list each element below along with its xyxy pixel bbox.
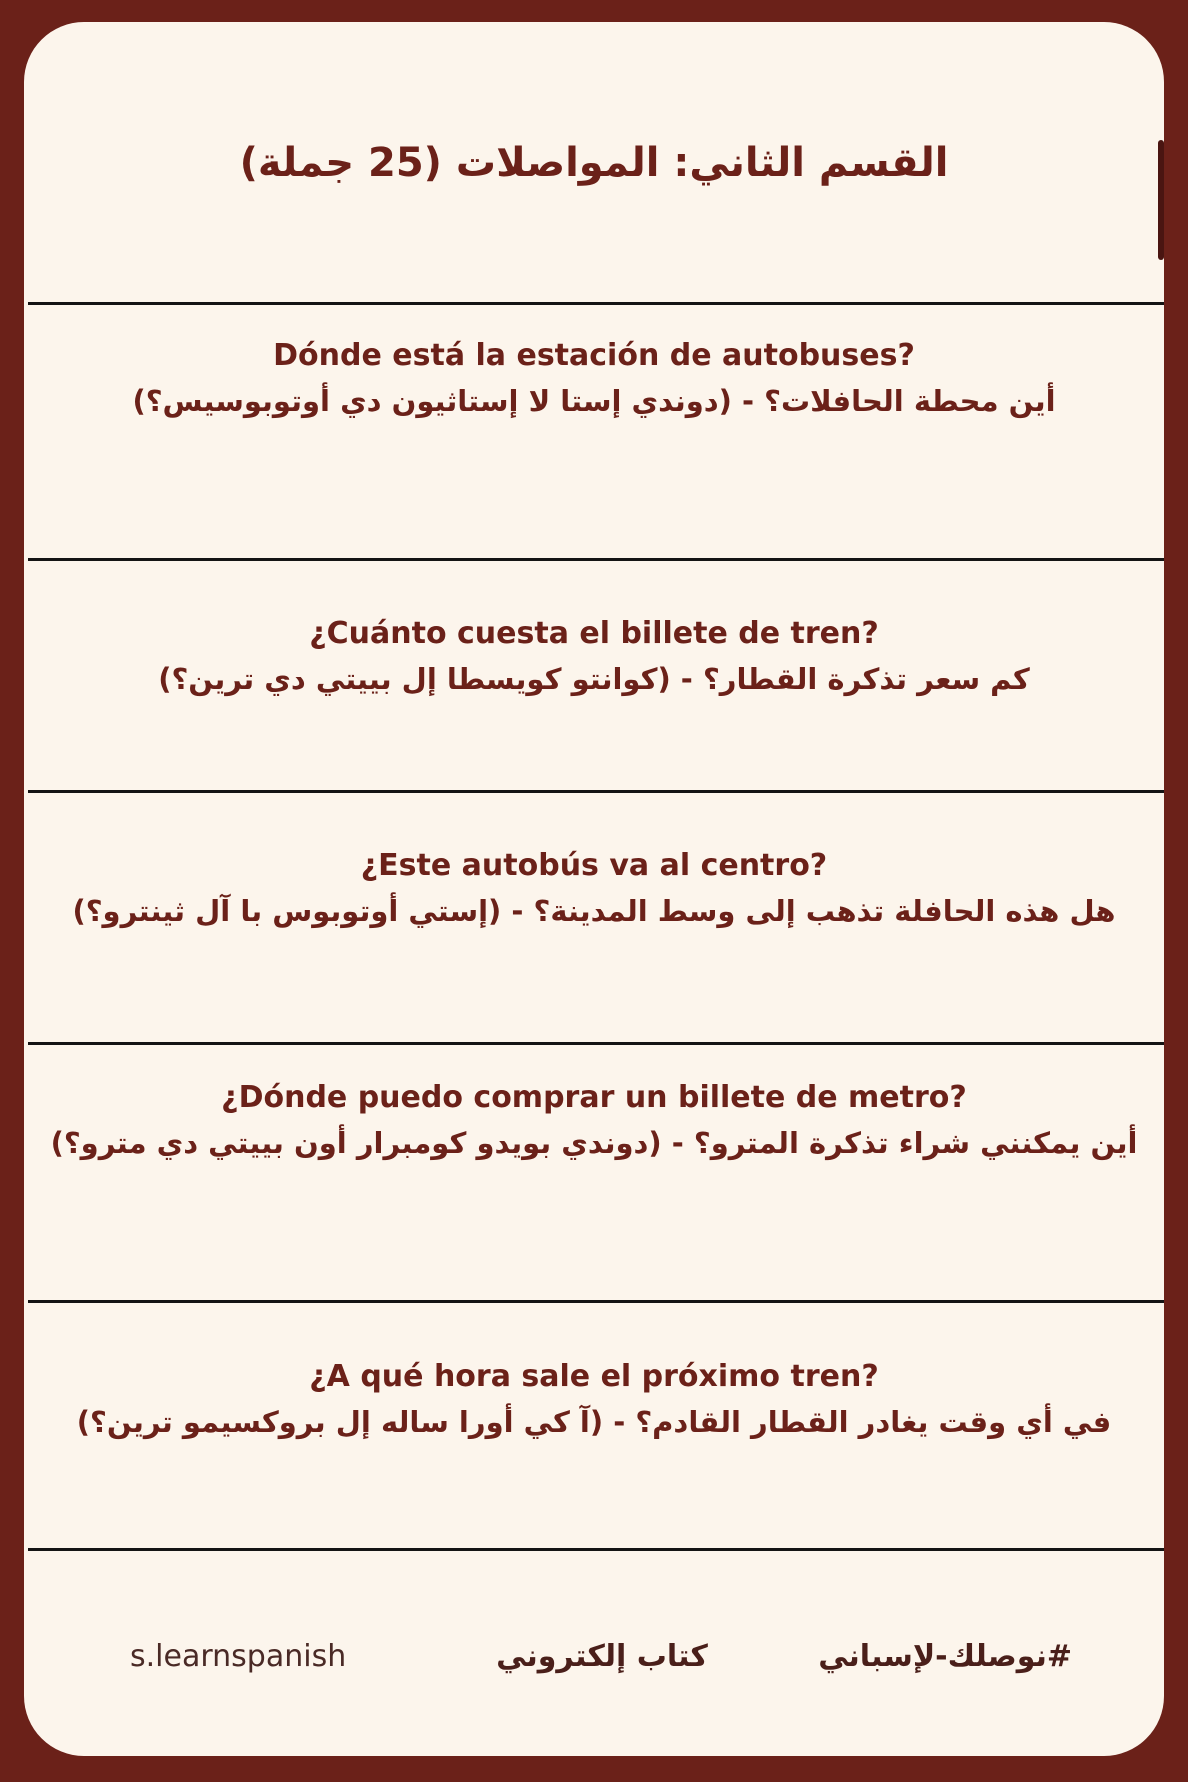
phrase-entry [24,612,1164,702]
spanish-phrase: ¿Este autobús va al centro? [360,848,828,883]
footer-hashtag: #نوصلك-لإسباني [818,1639,1072,1674]
divider [28,302,1164,305]
divider [28,1042,1164,1045]
spanish-phrase: ¿Cuánto cuesta el billete de tren? [309,616,879,651]
phrase-entry [24,1355,1164,1445]
divider [28,558,1164,561]
spanish-phrase: ¿Dónde puedo comprar un billete de metro? [221,1080,967,1115]
phrase-entry [24,844,1164,934]
footer-ebook-label: كتاب إلكتروني [496,1639,708,1674]
divider [28,1548,1164,1551]
arabic-translation: هل هذه الحافلة تذهب إلى وسط المدينة؟ - (إستي أوتوبوس با آل ثينترو؟) [72,894,1116,928]
spanish-phrase: ¿A qué hora sale el próximo tren? [309,1359,879,1394]
spanish-phrase: Dónde está la estación de autobuses? [273,338,915,373]
page-card [24,22,1164,1756]
footer-handle: s.learnspanish [130,1639,347,1674]
arabic-translation: أين يمكنني شراء تذكرة المترو؟ - (دوندي بويدو كومبرار أون بييتي دي مترو؟) [50,1126,1138,1160]
arabic-translation: أين محطة الحافلات؟ - (دوندي إستا لا إستاثيون دي أوتوبوسيس؟) [132,384,1056,418]
divider [28,1300,1164,1303]
arabic-translation: كم سعر تذكرة القطار؟ - (كوانتو كويسطا إل بييتي دي ترين؟) [158,662,1030,696]
page-title: القسم الثاني: المواصلات (25 جملة) [239,140,949,186]
divider [28,790,1164,793]
phrase-entry [24,334,1164,424]
arabic-translation: في أي وقت يغادر القطار القادم؟ - (آ كي أورا ساله إل بروكسيمو ترين؟) [76,1405,1112,1439]
phrase-entry [24,1076,1164,1166]
